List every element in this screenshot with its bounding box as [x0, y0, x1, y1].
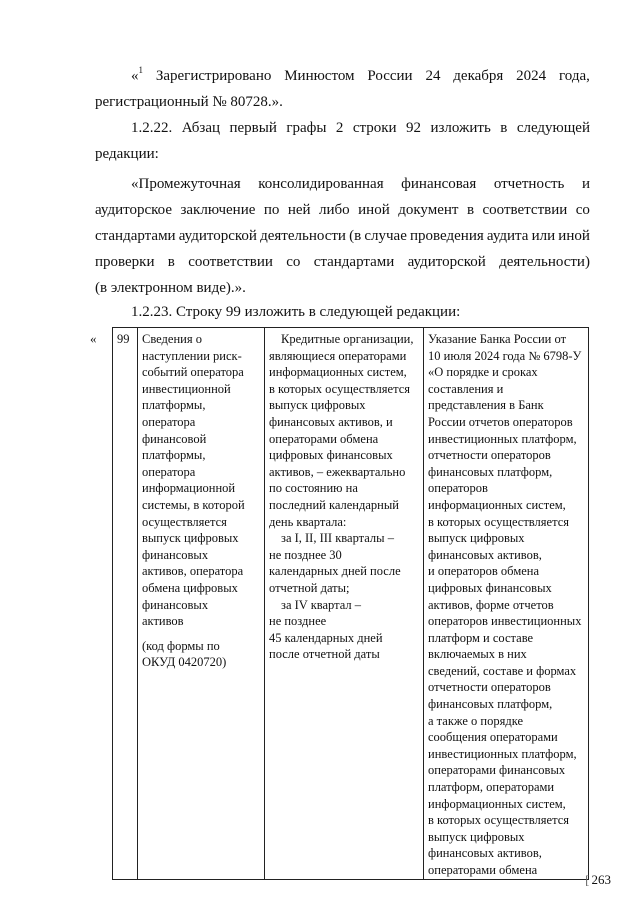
cell-line: активов	[142, 614, 184, 629]
cell-line: а также о порядке	[428, 713, 524, 728]
cell-line: платформы,	[142, 398, 206, 413]
page-number-bracket: [	[585, 872, 590, 887]
cell-line: оператора	[142, 414, 196, 429]
cell-line: финансовых активов, и	[269, 414, 393, 429]
footnote-word: декабря	[453, 68, 504, 84]
cell-line: активов, оператора	[142, 564, 244, 579]
cell-line: составления и	[428, 381, 504, 396]
quote-word: соответствии	[482, 202, 568, 218]
cell-line: представления в Банк	[428, 398, 544, 413]
footnote-word: года,	[559, 68, 590, 84]
footnote-word: России	[367, 68, 413, 84]
cell-line: активов, форме отчетов	[428, 597, 554, 612]
table-row	[113, 328, 589, 880]
cell-line: после отчетной даты	[269, 647, 380, 662]
quote-word: либо	[319, 202, 350, 218]
cell-line: не позднее 30	[269, 547, 342, 562]
cell-line: платформ и составе	[428, 630, 534, 645]
paragraph-word: строки	[352, 120, 397, 136]
quote-word: в	[167, 254, 175, 270]
quote-word: соответствии	[188, 254, 273, 270]
quote-word: аудита	[486, 228, 529, 244]
spacer	[142, 630, 260, 638]
cell-line: информационных систем,	[428, 796, 566, 811]
cell-line: в которых осуществляется	[428, 514, 569, 529]
cell-line: выпуск цифровых	[428, 531, 525, 546]
paragraph-word: 2	[335, 120, 344, 136]
table-open-quote: «	[90, 331, 97, 346]
quote-word: консолидированная	[258, 176, 384, 192]
footnote-word: 2024	[516, 68, 547, 84]
cell-line: системы, в которой	[142, 497, 245, 512]
cell-line: наступлении риск-	[142, 348, 242, 363]
cell-line: сведений, составе и формах	[428, 663, 577, 678]
cell-line: оператора	[142, 464, 196, 479]
cell-line: по состоянию на	[269, 481, 358, 496]
quote-word: отчетность	[493, 176, 565, 192]
cell-line: «О порядке и сроках	[428, 365, 538, 380]
quote-word: (в	[349, 228, 362, 244]
quote-word: проверки	[95, 254, 155, 270]
quote-word: документ	[398, 202, 459, 218]
paragraph-word: 92	[406, 120, 421, 136]
cell-line: событий оператора	[142, 365, 244, 380]
cell-line: информационных систем,	[428, 497, 566, 512]
okud-code: ОКУД 0420720)	[142, 655, 227, 670]
info-description-cell	[138, 328, 265, 880]
cell-line: осуществляется	[142, 514, 227, 529]
cell-line: информационной	[142, 481, 236, 496]
quote-word: и	[581, 176, 590, 192]
cell-line: являющиеся операторами	[269, 348, 407, 363]
cell-line: в которых осуществляется	[269, 381, 410, 396]
cell-line: 45 календарных дней	[269, 630, 383, 645]
cell-line: операторов инвестиционных	[428, 614, 582, 629]
cell-line: активов, – ежеквартально	[269, 464, 406, 479]
quote-word: стандартами	[95, 228, 176, 244]
footnote-line-1	[131, 66, 590, 86]
quote-word: случае	[364, 228, 407, 244]
footnote-word: Минюстом	[284, 68, 355, 84]
quote-word: в	[466, 202, 475, 218]
cell-line: за I, II, III кварталы –	[281, 531, 394, 546]
okud-code: (код формы по	[142, 638, 220, 653]
quote-word: деятельности	[260, 228, 346, 244]
quote-line-2	[95, 200, 590, 220]
quote-word: ней	[287, 202, 311, 218]
quote-line-3	[95, 226, 590, 246]
footnote-mark: 1	[138, 65, 143, 75]
footnote-word: 24	[425, 68, 441, 84]
cell-line: финансовых платформ,	[428, 464, 553, 479]
paragraph-word: графы	[286, 120, 327, 136]
row-number-cell	[113, 328, 138, 880]
quote-word: со	[286, 254, 301, 270]
cell-line: операторами обмена	[428, 863, 538, 877]
cell-line: цифровых финансовых	[269, 448, 393, 463]
paragraph-word: первый	[229, 120, 277, 136]
cell-line: финансовых платформ,	[428, 697, 553, 712]
paragraph-word: Абзац	[181, 120, 221, 136]
cell-line: 10 июля 2024 года № 6798-У	[428, 348, 582, 363]
quote-line-4	[95, 252, 590, 272]
cell-line: Кредитные организации,	[281, 332, 414, 346]
footnote-word: Зарегистрировано	[155, 68, 272, 84]
quote-word: по	[263, 202, 280, 218]
cell-line: выпуск цифровых	[428, 829, 525, 844]
cell-line: выпуск цифровых	[142, 531, 239, 546]
regulation-reference-cell	[424, 328, 589, 880]
quote-word: иной	[358, 202, 390, 218]
footnote-line-2: регистрационный № 80728.».	[95, 94, 283, 110]
quote-word: аудиторской	[407, 254, 486, 270]
quote-word: со	[575, 202, 590, 218]
paragraph-word: 1.2.22.	[131, 120, 173, 136]
quote-word: проведения	[410, 228, 484, 244]
cell-line: операторами финансовых	[428, 763, 566, 778]
page-number	[585, 872, 611, 888]
paragraph-word: в	[500, 120, 508, 136]
cell-line: России отчетов операторов	[428, 414, 573, 429]
cell-line: включаемых в них	[428, 647, 527, 662]
cell-line: финансовой	[142, 431, 207, 446]
cell-line: финансовых	[142, 547, 209, 562]
cell-line: отчетности операторов	[428, 680, 551, 695]
cell-line: сообщения операторами	[428, 730, 558, 745]
item-1-2-23: 1.2.23. Строку 99 изложить в следующей редакции:	[131, 304, 461, 320]
cell-line: инвестиционных платформ,	[428, 431, 577, 446]
cell-line: операторами обмена	[269, 431, 379, 446]
cell-line: за IV квартал –	[281, 597, 362, 612]
quote-word: финансовая	[401, 176, 477, 192]
footnote-word: «$^1$	[131, 65, 143, 84]
cell-line: финансовых активов,	[428, 547, 542, 562]
cell-line: информационных систем,	[269, 365, 407, 380]
quote-word: иной	[558, 228, 590, 244]
quote-word: стандартами	[313, 254, 395, 270]
cell-line: Указание Банка России от	[428, 332, 567, 346]
cell-line: и операторов обмена	[428, 564, 540, 579]
quote-word: аудиторской	[178, 228, 257, 244]
cell-line: последний календарный	[269, 497, 399, 512]
cell-line: цифровых финансовых	[428, 580, 552, 595]
page-number-value: 263	[591, 872, 611, 887]
cell-line: день квартала:	[269, 514, 347, 529]
cell-line: платформ, операторами	[428, 780, 555, 795]
row-number: 99	[117, 332, 130, 346]
item-1-2-22-line-1	[131, 118, 590, 138]
cell-line: отчетной даты;	[269, 580, 350, 595]
cell-line: выпуск цифровых	[269, 398, 366, 413]
cell-line: в которых осуществляется	[428, 813, 569, 828]
cell-line: операторов	[428, 481, 488, 496]
quote-word: или	[531, 228, 556, 244]
quote-word: «Промежуточная	[131, 176, 241, 192]
cell-line: обмена цифровых	[142, 580, 238, 595]
cell-line: отчетности операторов	[428, 448, 551, 463]
quote-word: заключение	[180, 202, 256, 218]
cell-line: инвестиционной	[142, 381, 231, 396]
paragraph-word: следующей	[516, 120, 590, 136]
cell-line: не позднее	[269, 614, 327, 629]
cell-line: финансовых активов,	[428, 846, 542, 861]
quote-word: деятельности)	[499, 254, 590, 270]
quote-word: аудиторское	[95, 202, 172, 218]
cell-line: инвестиционных платформ,	[428, 746, 577, 761]
cell-line: платформы,	[142, 448, 206, 463]
paragraph-word: изложить	[430, 120, 491, 136]
row-99-table	[112, 327, 589, 880]
cell-line: финансовых	[142, 597, 209, 612]
cell-line: календарных дней после	[269, 564, 401, 579]
quote-line-1	[131, 174, 590, 194]
cell-line: Сведения о	[142, 332, 202, 346]
quote-line-5: (в электронном виде).».	[95, 280, 246, 296]
reporting-entities-cell	[265, 328, 424, 880]
item-1-2-22-line-2: редакции:	[95, 146, 159, 162]
